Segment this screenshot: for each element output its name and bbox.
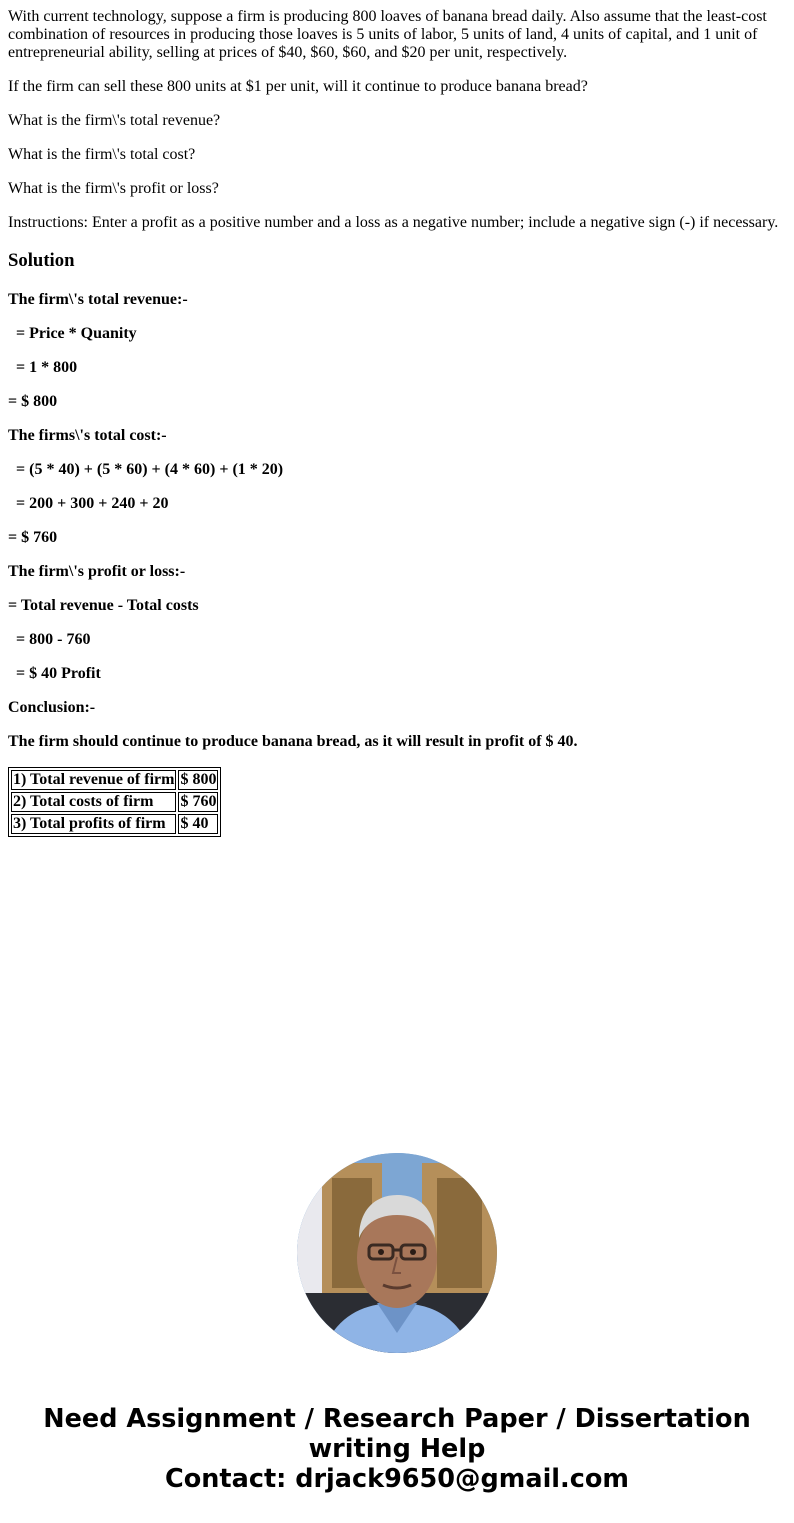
solution-line: = $ 40 Profit <box>8 665 101 682</box>
table-cell-label: 3) Total profits of firm <box>11 814 176 834</box>
table-row <box>11 814 218 834</box>
question-intro: With current technology, suppose a firm is producing 800 loaves of banana bread daily. Also assume that the least-cost combination of resources in producing those loaves is 5 units of labor, 5 units of land, 4 units of capital, and 1 unit of entrepreneurial ability, selling at prices of $40, $60, $60, and $20 per unit, respectively. <box>8 8 767 61</box>
person-photo-icon <box>297 1153 497 1353</box>
summary-table <box>8 767 221 837</box>
solution-line: = $ 800 <box>8 393 58 410</box>
solution-line: = (5 * 40) + (5 * 60) + (4 * 60) + (1 * 20) <box>8 461 284 478</box>
table-cell-label: 2) Total costs of firm <box>11 792 176 812</box>
question-4: What is the firm\'s profit or loss? <box>8 180 219 197</box>
solution-conclusion: The firm should continue to produce banana bread, as it will result in profit of $ 40. <box>8 733 578 750</box>
footer-contact <box>0 1404 794 1494</box>
solution-line: The firms\'s total cost:- <box>8 427 167 444</box>
solution-line: = 800 - 760 <box>8 631 91 648</box>
solution-heading: Solution <box>8 250 75 271</box>
table-cell-label: 1) Total revenue of firm <box>13 771 175 788</box>
table-cell-value: $ 760 <box>180 793 217 810</box>
question-2: What is the firm\'s total revenue? <box>8 112 221 129</box>
question-3: What is the firm\'s total cost? <box>8 146 196 163</box>
table-row <box>11 770 218 790</box>
solution-line: Conclusion:- <box>8 699 96 716</box>
solution-line: The firm\'s total revenue:- <box>8 291 188 308</box>
footer-contact-email: Contact: drjack9650@gmail.com <box>165 1464 629 1494</box>
solution-line: = 200 + 300 + 240 + 20 <box>8 495 169 512</box>
table-cell-value: $ 800 <box>180 771 217 788</box>
avatar-illustration <box>297 1153 497 1353</box>
solution-line: = Total revenue - Total costs <box>8 597 199 614</box>
table-row <box>11 792 218 812</box>
footer-line: writing Help <box>308 1434 486 1464</box>
table-cell-value: $ 40 <box>178 814 218 834</box>
footer-line: Need Assignment / Research Paper / Dissertation <box>43 1404 751 1434</box>
solution-line: The firm\'s profit or loss:- <box>8 563 186 580</box>
solution-line: = Price * Quanity <box>8 325 137 342</box>
solution-line: = $ 760 <box>8 529 58 546</box>
solution-line: = 1 * 800 <box>8 359 78 376</box>
question-1: If the firm can sell these 800 units at $1 per unit, will it continue to produce banana bread? <box>8 78 588 95</box>
instructions: Instructions: Enter a profit as a positive number and a loss as a negative number; include a negative sign (-) if necessary. <box>8 214 779 231</box>
